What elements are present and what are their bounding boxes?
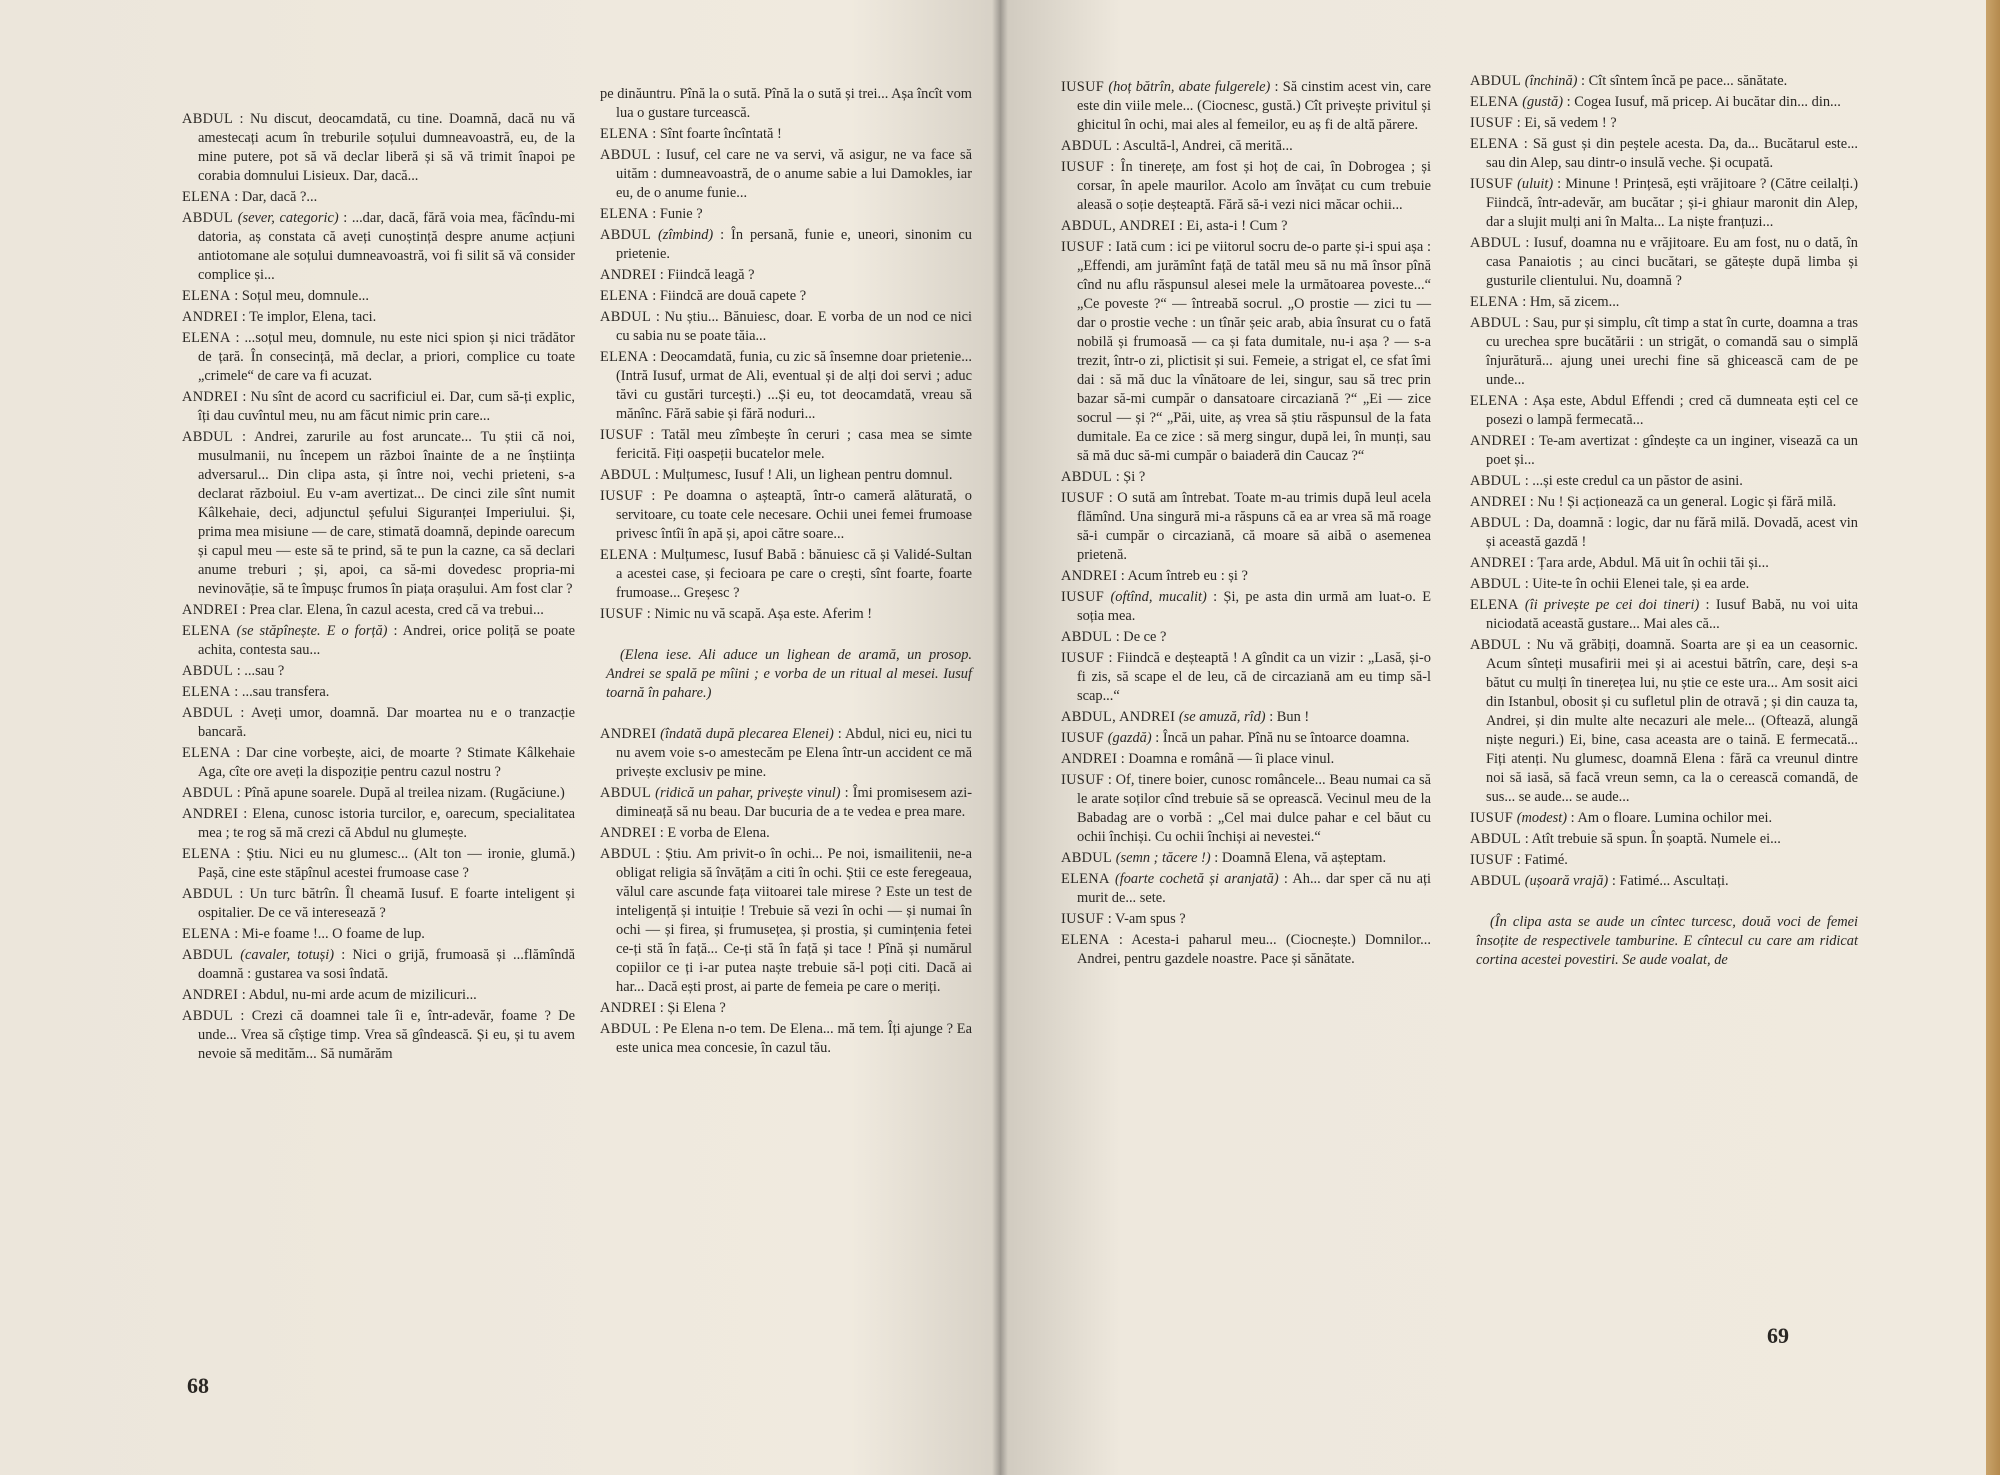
dialogue-line: ELENA : Așa este, Abdul Effendi ; cred că dumneata ești cel ce posezi o lampă fermecată... <box>1470 393 1858 428</box>
speaker-name: ABDUL <box>600 846 652 862</box>
dialogue-line: ABDUL : De ce ? <box>1061 629 1167 645</box>
dialogue-line: ANDREI : E vorba de Elena. <box>600 825 770 841</box>
dialogue-text: Of, tinere boier, cunosc româncele... Beau numai ca să le arate soților cînd trebuie să se oprească. Vecinul meu de la Babadag are o vorbă : „Cel mai dulce pahar e cel băut cu ochii închiși. Cu ochii închiși ai nevestei.“ <box>1077 772 1431 845</box>
dialogue-text: Atît trebuie să spun. În șoaptă. Numele ei... <box>1531 831 1781 847</box>
dialogue-text: Acesta-i paharul meu... (Ciocnește.) Domnilor... Andrei, pentru gazdele noastre. Pace și sănătate. <box>1077 932 1431 967</box>
speaker-name: ABDUL <box>182 785 234 801</box>
speaker-name: IUSUF <box>1470 852 1514 868</box>
dialogue-text: Te implor, Elena, taci. <box>249 309 377 325</box>
dialogue-line: IUSUF : Pe doamna o așteaptă, într-o cameră alăturată, o servitoare, cu toate cele necesare. Ochii unei femei frumoase privesc întîi în apă și, apoi către soare... <box>600 488 972 542</box>
dialogue-text: Și, pe asta din urmă am luat-o. E soția mea. <box>1077 589 1431 624</box>
dialogue-text: Mi-e foame !... O foame de lup. <box>241 926 425 942</box>
speaker-name: ELENA <box>182 684 231 700</box>
speaker-name: ABDUL <box>600 467 652 483</box>
dialogue-text: Doamna e română — îi place vinul. <box>1128 751 1335 767</box>
dialogue-line: IUSUF : Ei, să vedem ! ? <box>1470 115 1617 131</box>
dialogue-line: ANDREI : Nu sînt de acord cu sacrificiul ei. Dar, cum să-ți explic, îți dau cuvîntul meu, nu am făcut nimic prin care... <box>182 389 575 424</box>
stage-note: (foarte cochetă și aranjată) <box>1114 871 1279 887</box>
dialogue-line: ANDREI : Doamna e română — îi place vinul. <box>1061 751 1335 767</box>
dialogue-line: IUSUF : V-am spus ? <box>1061 911 1186 927</box>
speaker-name: IUSUF <box>1470 115 1514 131</box>
dialogue-line: ANDREI : Te implor, Elena, taci. <box>182 309 377 325</box>
dialogue-line: ANDREI : Acum întreb eu : și ? <box>1061 568 1248 584</box>
dialogue-line: ELENA : ...sau transfera. <box>182 684 330 700</box>
dialogue-line: ABDUL : Crezi că doamnei tale îi e, într-adevăr, foame ? De unde... Vrea să cîștige timp. Vrea să gîndească. Și eu, și tu avem nevoie să medităm... Să numărăm <box>182 1008 575 1062</box>
stage-note: (ușoară vrajă) <box>1524 873 1609 889</box>
dialogue-line: ELENA : Să gust și din peștele acesta. Da, da... Bucătarul este... sau din Alep, sau dintr-o insulă veche. Și ocupată. <box>1470 136 1858 171</box>
speaker-name: ABDUL <box>182 111 234 127</box>
dialogue-line: ABDUL : Uite-te în ochii Elenei tale, și ea arde. <box>1470 576 1750 592</box>
speaker-name: ANDREI <box>600 267 657 283</box>
speaker-name: ELENA <box>1470 393 1519 409</box>
dialogue-text: Funie ? <box>659 206 703 222</box>
dialogue-line: IUSUF (hoț bătrîn, abate fulgerele) : Să cinstim acest vin, care este din viile mele... (Ciocnesc, gustă.) Cît privește privitul și ghicitul în ochi, mai ales al femeilor, eu aș fi de altă părere. <box>1061 79 1431 133</box>
speaker-name: ABDUL <box>600 1021 652 1037</box>
dialogue-line: ANDREI : Prea clar. Elena, în cazul acesta, cred că va trebui... <box>182 602 544 618</box>
dialogue-line: ABDUL (zîmbind) : În persană, funie e, uneori, sinonim cu prietenie. <box>600 227 972 262</box>
dialogue-line: ELENA : Deocamdată, funia, cu zic să însemne doar prietenie... (Intră Iusuf, urmat de Ali, eventual și de alți doi servi ; aduc tăvi cu gustări turcești.) ...Și eu, tot deocamdată, vreau să mănînc. Fără sabie și fără noduri... <box>600 349 972 422</box>
speaker-name: ELENA <box>1061 932 1110 948</box>
dialogue-text: Andrei, orice poliță se poate achita, contesta sau... <box>198 623 575 658</box>
dialogue-line: ABDUL : Nu discut, deocamdată, cu tine. Doamnă, dacă nu vă amestecați acum în treburile soțului dumneavoastră, eu, de la mine putere, pot să vă declar liberă și să vă trimit înapoi pe corabia domnului Lisieux. Dar, dacă... <box>182 111 575 184</box>
dialogue-text: Ascultă-l, Andrei, că merită... <box>1122 138 1293 154</box>
dialogue-line: ABDUL : ...și este credul ca un păstor de asini. <box>1470 473 1743 489</box>
speaker-name: ELENA <box>1470 94 1519 110</box>
dialogue-text: Pe doamna o așteaptă, într-o cameră alăturată, o servitoare, cu toate cele necesare. Ochii unei femei frumoase privesc întîi în apă și, apoi către soare... <box>616 488 972 542</box>
speaker-name: ABDUL <box>600 785 652 801</box>
speaker-name: ELENA <box>182 846 231 862</box>
speaker-name: ABDUL <box>1061 138 1113 154</box>
dialogue-line: ELENA (se stăpînește. E o forță) : Andrei, orice poliță se poate achita, contesta sau... <box>182 623 575 658</box>
speaker-name: ABDUL <box>1470 831 1522 847</box>
dialogue-text: Fiindcă are două capete ? <box>659 288 807 304</box>
dialogue-line: ELENA : Dar, dacă ?... <box>182 189 318 205</box>
dialogue-line: ABDUL (ușoară vrajă) : Fatimé... Ascultați. <box>1470 873 1729 889</box>
speaker-name: IUSUF <box>1061 911 1105 927</box>
dialogue-line: ABDUL : Iusuf, cel care ne va servi, vă asigur, ne va face să uităm : dumneavoastră, de o anume sabie a lui Damokles, iar eu, de o anume funie... <box>600 147 972 201</box>
dialogue-line: IUSUF : Fatimé. <box>1470 852 1568 868</box>
dialogue-text: Țara arde, Abdul. Mă uit în ochii tăi și... <box>1537 555 1769 571</box>
dialogue-text: Știu. Am privit-o în ochi... Pe noi, ismailitenii, ne-a obligat religia să învățăm a citi în ochi. Știi ce este feregeaua, vălul care ascunde fața viitoarei tale mirese ? Este un test de inteligență și intuiție ! Trebuie să vezi în ochi — și numai în ochi — și firea, și frumusețea, și prostia, și cumințenia fetei ce-ți stă în față... Ce-ți stă în față și tace ! Pînă și numărul copiilor ce ți i-ar putea naște trebuie să-l poți citi. Dacă ai har... Dacă ești prost, ai parte de femeia pe care o meriți. <box>616 846 972 995</box>
dialogue-text: Aveți umor, doamnă. Dar moartea nu e o tranzacție bancară. <box>198 705 575 740</box>
dialogue-line: ABDUL : Nu vă grăbiți, doamnă. Soarta are și ea un ceasornic. Acum sînteți musafirii mei și ai acestui bătrîn, care, deși s-a bătut cu mulți în tinerețea lui, nu știe ce este ura... Am sosit aici din Istanbul, obosit și cu sufletul plin de otravă ; și din cauza ta, Andrei, și din multe alte necazuri ale mele... (Oftează, alungă niște neguri.) Ei, bine, casa aceasta are o taină. E fermecată... Fiți atenți. Nu glumesc, doamnă Elena : fără ca vreunul dintre noi să iasă, să facă vreun semn, ca la o cerească comandă, de sus... se aude... se aude... <box>1470 637 1858 805</box>
dialogue-text: Încă un pahar. Pînă nu se întoarce doamna. <box>1162 730 1410 746</box>
speaker-name: ABDUL <box>1470 873 1522 889</box>
dialogue-text: Deocamdată, funia, cu zic să însemne doar prietenie... (Intră Iusuf, urmat de Ali, eventual și de alți doi servi ; aduc tăvi cu gustări turcești.) ...Și eu, tot deocamdată, vreau să mănînc. Fără sabie și fără noduri... <box>616 349 972 422</box>
speaker-name: IUSUF <box>1061 159 1105 175</box>
dialogue-line: ELENA : Fiindcă are două capete ? <box>600 288 807 304</box>
dialogue-text: Iusuf Babă, nu voi uita niciodată această gustare... Mai ales că... <box>1486 597 1858 632</box>
dialogue-line: ABDUL (închină) : Cît sîntem încă pe pace... sănătate. <box>1470 73 1788 89</box>
dialogue-text: Nu vă grăbiți, doamnă. Soarta are și ea un ceasornic. Acum sînteți musafirii mei și ai acestui bătrîn, care, deși s-a bătut cu mulți în tinerețea lui, nu știe ce este ura... Am sosit aici din Istanbul, obosit și cu sufletul plin de otravă ; și din cauza ta, Andrei, și din multe alte necazuri ale mele... (Oftează, alungă niște neguri.) Ei, bine, casa aceasta are o taină. E fermecată... Fiți atenți. Nu glumesc, doamnă Elena : fără ca vreunul dintre noi să iasă, să facă vreun semn, ca la o cerească comandă, de sus... se aude... se aude... <box>1486 637 1858 805</box>
right-page-column-1 <box>1061 78 1431 971</box>
speaker-name: ELENA <box>600 288 649 304</box>
dialogue-text: Fiindcă e deșteaptă ! A gîndit ca un vizir : „Lasă, și-o fi zis, să scape el de leu, că de circaziană am eu timp să-l scap...“ <box>1077 650 1431 704</box>
dialogue-text: Nu ! Și acționează ca un general. Logic și fără milă. <box>1537 494 1837 510</box>
stage-note: (gustă) <box>1522 94 1564 110</box>
speaker-name: ABDUL <box>182 705 234 721</box>
speaker-name: IUSUF <box>1061 79 1105 95</box>
dialogue-text: Da, doamnă : logic, dar nu fără milă. Dovadă, acest vin și această gazdă ! <box>1486 515 1858 550</box>
speaker-name: ABDUL <box>182 947 234 963</box>
speaker-name: ELENA <box>182 288 231 304</box>
stage-note: (hoț bătrîn, abate fulgerele) <box>1108 79 1271 95</box>
dialogue-text: Să cinstim acest vin, care este din viile mele... (Ciocnesc, gustă.) Cît privește privitul și ghicitul în ochi, mai ales al femeilor, eu aș fi de altă părere. <box>1077 79 1431 133</box>
speaker-name: ABDUL <box>1470 637 1522 653</box>
stage-note: (modest) <box>1516 810 1568 826</box>
dialogue-line: ABDUL (semn ; tăcere !) : Doamnă Elena, vă așteptam. <box>1061 850 1387 866</box>
speaker-name: ABDUL <box>182 210 234 226</box>
dialogue-text: Acum întreb eu : și ? <box>1127 568 1248 584</box>
speaker-name: ANDREI <box>600 1000 657 1016</box>
dialogue-text: Tatăl meu zîmbește în ceruri ; casa mea se simte fericită. Fiți oaspeții bucatelor mele. <box>616 427 972 462</box>
stage-note: (zîmbind) <box>658 227 714 243</box>
dialogue-line: IUSUF (oftînd, mucalit) : Și, pe asta din urmă am luat-o. E soția mea. <box>1061 589 1431 624</box>
dialogue-text: Și Elena ? <box>667 1000 726 1016</box>
speaker-name: IUSUF <box>1061 772 1105 788</box>
speaker-name: ABDUL <box>1470 576 1522 592</box>
speaker-name: IUSUF <box>1061 239 1105 255</box>
dialogue-line: IUSUF (uluit) : Minune ! Prințesă, ești vrăjitoare ? (Către ceilalți.) Fiindcă, într-adevăr, am bucătar ; și-i ghiaur maronit din Alep, dar a slujit mulți ani în Malta... La niște franțuzi... <box>1470 176 1858 230</box>
dialogue-line: ELENA : Mi-e foame !... O foame de lup. <box>182 926 425 942</box>
stage-note: (cavaler, totuși) <box>240 947 335 963</box>
dialogue-text: ...sau transfera. <box>241 684 330 700</box>
dialogue-line: ABDUL (ridică un pahar, privește vinul) : Îmi promisesem azi-dimineață să nu beau. Dar bucuria de a te vedea e prea mare. <box>600 785 972 820</box>
page-edge <box>1986 0 2000 1475</box>
dialogue-text: Elena, cunosc istoria turcilor, e, oarecum, specialitatea mea ; te rog să mă crezi că Abdul nu glumește. <box>198 806 575 841</box>
dialogue-text: Dar, dacă ?... <box>241 189 318 205</box>
dialogue-line: ABDUL : Un turc bătrîn. Îl cheamă Iusuf. E foarte inteligent și ospitalier. De ce vă interesează ? <box>182 886 575 921</box>
dialogue-line: ABDUL : Știu. Am privit-o în ochi... Pe noi, ismailitenii, ne-a obligat religia să învățăm a citi în ochi. Știi ce este feregeaua, vălul care ascunde fața viitoarei tale mirese ? Este un test de inteligență și intuiție ! Trebuie să vezi în ochi — și numai în ochi — și firea, și frumusețea, și prostia, și cumințenia fetei ce-ți stă în față... Ce-ți stă în față și tace ! Pînă și numărul copiilor ce ți i-ar putea naște trebuie să-l poți citi. Dacă ai har... Dacă ești prost, ai parte de femeia pe care o meriți. <box>600 846 972 995</box>
stage-note: (uluit) <box>1517 176 1554 192</box>
speaker-name: IUSUF <box>600 488 644 504</box>
dialogue-text: Iată cum : ici pe viitorul socru de-o parte și-i spui așa : „Effendi, am jurămînt față de tatăl meu să nu mă însor pînă cînd nu aflu răspunsul alesei mele la următoarea poveste...“ „Ce poveste ?“ — întreabă socrul. „O prostie — zici tu — dar o prostie veche : un tînăr șeic arab, abia însurat cu o fată nobilă și frumoasă — ca și fata dumitale, nu-i așa ? — s-a trezit, într-o zi, plictisit și sui. Femeie, a strigat el, ce sfat îmi dai : să mă duc la vînătoare de lei, singur, sau să trec prin bazar să-mi cumpăr o dansatoare circaziană ?“ „Ei — zice socrul — și ?“ „Păi, uite, aș vrea să știu răspunsul de la fata dumitale. Ea ce zice : să merg singur, după lei, în munți, sau să mă duc să-mi cumpăr o baiaderă din Caucaz ?“ <box>1077 239 1431 464</box>
speaker-name: ANDREI <box>1470 494 1527 510</box>
right-page <box>1000 0 2000 1475</box>
speaker-name: ANDREI <box>1061 751 1118 767</box>
dialogue-line: ELENA : Dar cine vorbește, aici, de moarte ? Stimate Kâlkehaie Aga, cîte ore aveți la dispoziție pentru cazul nostru ? <box>182 745 575 780</box>
stage-note: (închină) <box>1524 73 1578 89</box>
stage-note: (oftînd, mucalit) <box>1110 589 1207 605</box>
dialogue-text: Ah... dar sper că nu ați murit de... sete. <box>1077 871 1431 906</box>
dialogue-text: Crezi că doamnei tale îi e, într-adevăr, foame ? De unde... Vrea să cîștige timp. Vrea să gîndească. Și eu, și tu avem nevoie să medităm... Să numărăm <box>198 1008 575 1062</box>
dialogue-line: ANDREI : Nu ! Și acționează ca un general. Logic și fără milă. <box>1470 494 1837 510</box>
dialogue-text: Așa este, Abdul Effendi ; cred că dumneata ești cel ce posezi o lampă fermecată... <box>1486 393 1858 428</box>
dialogue-line: ELENA (gustă) : Cogea Iusuf, mă pricep. Ai bucătar din... din... <box>1470 94 1841 110</box>
dialogue-line: ABDUL : Aveți umor, doamnă. Dar moartea nu e o tranzacție bancară. <box>182 705 575 740</box>
dialogue-line: ELENA (foarte cochetă și aranjată) : Ah... dar sper că nu ați murit de... sete. <box>1061 871 1431 906</box>
dialogue-text: ...sau ? <box>244 663 285 679</box>
dialogue-text: O sută am întrebat. Toate m-au trimis după leul acela flămînd. Una singură mi-a răspuns că ea ar vrea să mă roage să-i cumpăr o circaziană, că moare să aibă o asemenea prietenă. <box>1077 490 1431 563</box>
stage-direction: (În clipa asta se aude un cîntec turcesc, două voci de femei însoțite de respectivele tamburine. E cîntecul cu care am ridicat cortina acestei povestiri. Se aude voalat, de <box>1476 914 1858 968</box>
speaker-name: ABDUL, ANDREI <box>1061 709 1176 725</box>
speaker-name: IUSUF <box>1470 176 1514 192</box>
dialogue-text: ...soțul meu, domnule, nu este nici spion și nici trădător de țară. În consecință, mă declar, a priori, complice cu toate „crimele“ de care va fi acuzat. <box>198 330 575 384</box>
dialogue-line: ANDREI : Și Elena ? <box>600 1000 726 1016</box>
speaker-name: ANDREI <box>1061 568 1118 584</box>
dialogue-line: ELENA : Hm, să zicem... <box>1470 294 1620 310</box>
page-number-left: 68 <box>187 1373 209 1398</box>
stage-note: (se stăpînește. E o forță) <box>236 623 388 639</box>
dialogue-line: ABDUL (sever, categoric) : ...dar, dacă, fără voia mea, făcîndu-mi datoria, aș constata că aveți cunoștință despre anume acțiuni antiotomane ale soțului dumneavoastră, voi fi silit să vă consider complice și... <box>182 210 575 283</box>
dialogue-text: Fiindcă leagă ? <box>667 267 755 283</box>
dialogue-line: ANDREI : Țara arde, Abdul. Mă uit în ochii tăi și... <box>1470 555 1769 571</box>
speaker-name: ABDUL <box>600 227 652 243</box>
stage-note: (gazdă) <box>1107 730 1152 746</box>
dialogue-text: Am o floare. Lumina ochilor mei. <box>1577 810 1773 826</box>
dialogue-text: V-am spus ? <box>1115 911 1186 927</box>
dialogue-text: Uite-te în ochii Elenei tale, și ea arde. <box>1532 576 1750 592</box>
dialogue-line: ANDREI (îndată după plecarea Elenei) : Abdul, nici eu, nici tu nu avem voie s-o amestecăm pe Elena într-un accident ce mă privește exclusiv pe mine. <box>600 726 972 780</box>
dialogue-line: ABDUL : Andrei, zarurile au fost aruncate... Tu știi că noi, musulmanii, nu începem un război înainte de a ne înștiința adversarul... Din clipa asta, și între noi, vechi prieteni, s-a declarat războiul. Eu v-am avertizat... De cinci zile sînt numit Kâlkehaie, deci, adjunctul șefului Siguranței Imperiului. Și, prima mea misiune — de care, stimată doamnă, depinde oarecum și capul meu — este să te prind, să te pun la cazne, ca să declari anume treburi ; și, apoi, ca să-mi dovedesc propria-mi nevinovăție, să te împușc frumos în piața orașului. Am fost clar ? <box>182 429 576 597</box>
speaker-name: IUSUF <box>600 606 644 622</box>
dialogue-line: ANDREI : Abdul, nu-mi arde acum de mizilicuri... <box>182 987 477 1003</box>
speaker-name: ELENA <box>1470 136 1519 152</box>
speaker-name: ABDUL <box>1470 315 1522 331</box>
dialogue-line <box>600 85 972 123</box>
dialogue-line: ELENA : Mulțumesc, Iusuf Babă : bănuiesc că și Validé-Sultan a acestei case, și fecioara pe care o crești, sînt foarte, foarte frumoase... Greșesc ? <box>600 547 972 601</box>
dialogue-text: Mulțumesc, Iusuf ! Ali, un lighean pentru domnul. <box>662 467 953 483</box>
speaker-name: ABDUL <box>1061 469 1113 485</box>
speaker-name: ANDREI <box>182 309 239 325</box>
dialogue-text: Cogea Iusuf, mă pricep. Ai bucătar din... din... <box>1574 94 1841 110</box>
dialogue-line: ELENA : Sînt foarte încîntată ! <box>600 126 782 142</box>
speaker-name: ELENA <box>182 623 231 639</box>
dialogue-line: ABDUL : Mulțumesc, Iusuf ! Ali, un lighean pentru domnul. <box>600 467 953 483</box>
stage-note: (semn ; tăcere !) <box>1115 850 1211 866</box>
dialogue-line: ABDUL : Nu știu... Bănuiesc, doar. E vorba de un nod ce nici cu sabia nu se poate tăia... <box>600 309 972 344</box>
speaker-name: ABDUL <box>1470 515 1522 531</box>
dialogue-text: Nici o grijă, frumoasă și ...flămîndă doamnă : gustarea va sosi îndată. <box>198 947 576 982</box>
dialogue-text: Iusuf, doamna nu e vrăjitoare. Eu am fost, nu o dată, în casa Panaiotis ; au cinci bucătari, se gătește după limba și gusturile clientului. Nu, doamnă ? <box>1486 235 1858 289</box>
dialogue-text: Hm, să zicem... <box>1529 294 1620 310</box>
stage-note: (ridică un pahar, privește vinul) <box>655 785 841 801</box>
dialogue-line: ABDUL : Pînă apune soarele. După al treilea nizam. (Rugăciune.) <box>182 785 565 801</box>
stage-note: (îi privește pe cei doi tineri) <box>1524 597 1700 613</box>
dialogue-text: Un turc bătrîn. Îl cheamă Iusuf. E foarte inteligent și ospitalier. De ce vă interesează ? <box>198 886 575 921</box>
dialogue-line: IUSUF : O sută am întrebat. Toate m-au trimis după leul acela flămînd. Una singură mi-a răspuns că ea ar vrea să mă roage să-i cumpăr o circaziană, că moare să aibă o asemenea prietenă. <box>1061 490 1431 563</box>
dialogue-text: Ei, să vedem ! ? <box>1524 115 1617 131</box>
speaker-name: ABDUL <box>1470 235 1522 251</box>
speaker-name: ELENA <box>600 349 649 365</box>
speaker-name: ELENA <box>182 926 231 942</box>
dialogue-text: Ei, asta-i ! Cum ? <box>1186 218 1288 234</box>
dialogue-line: ABDUL : Iusuf, doamna nu e vrăjitoare. Eu am fost, nu o dată, în casa Panaiotis ; au cinci bucătari, se gătește după limba și gusturile clientului. Nu, doamnă ? <box>1470 235 1858 289</box>
dialogue-line: ELENA : ...soțul meu, domnule, nu este nici spion și nici trădător de țară. În consecință, mă declar, a priori, complice cu toate „crimele“ de care va fi acuzat. <box>182 330 575 384</box>
dialogue-line: IUSUF : Iată cum : ici pe viitorul socru de-o parte și-i spui așa : „Effendi, am jurămînt față de tatăl meu să nu mă însor pînă cînd nu aflu răspunsul alesei mele la următoarea poveste...“ „Ce poveste ?“ — întreabă socrul. „O prostie — zici tu — dar o prostie veche : un tînăr șeic arab, abia însurat cu o fată nobilă și frumoasă — ca și fata dumitale, nu-i așa ? — s-a trezit, într-o zi, plictisit și sui. Femeie, a strigat el, ce sfat îmi dai : să mă duc la vînătoare de lei, singur, sau să trec prin bazar să-mi cumpăr o dansatoare circaziană ?“ „Ei — zice socrul — și ?“ „Păi, uite, aș vrea să știu răspunsul de la fata dumitale. Ea ce zice : să merg singur, după lei, în munți, sau să mă duc să-mi cumpăr o baiaderă din Caucaz ?“ <box>1061 239 1431 464</box>
left-page-column-2 <box>600 85 972 1060</box>
dialogue-line: ANDREI : Te-am avertizat : gîndește ca un inginer, visează ca un poet și... <box>1470 433 1858 468</box>
dialogue-text: În persană, funie e, uneori, sinonim cu prietenie. <box>616 227 972 262</box>
dialogue-text: Doamnă Elena, vă așteptam. <box>1221 850 1387 866</box>
speaker-name: ELENA <box>600 206 649 222</box>
dialogue-text: Abdul, nici eu, nici tu nu avem voie s-o amestecăm pe Elena într-un accident ce mă privește exclusiv pe mine. <box>616 726 972 780</box>
book-gutter <box>992 0 1008 1475</box>
speaker-name: IUSUF <box>1470 810 1514 826</box>
dialogue-text: Știu. Nici eu nu glumesc... (Alt ton — ironie, glumă.) Pașă, cine este stăpînul acestei frumoase case ? <box>198 846 575 881</box>
stage-note: (se amuză, rîd) <box>1178 709 1266 725</box>
dialogue-line: ANDREI : Fiindcă leagă ? <box>600 267 755 283</box>
dialogue-line: ELENA : Funie ? <box>600 206 703 222</box>
dialogue-line: ELENA : Știu. Nici eu nu glumesc... (Alt ton — ironie, glumă.) Pașă, cine este stăpînul acestei frumoase case ? <box>182 846 575 881</box>
speaker-name: IUSUF <box>1061 730 1105 746</box>
speaker-name: ABDUL <box>1470 73 1522 89</box>
left-page-column-1 <box>182 110 575 1066</box>
dialogue-text: De ce ? <box>1123 629 1167 645</box>
speaker-name: ELENA <box>600 126 649 142</box>
dialogue-text: Nu sînt de acord cu sacrificiul ei. Dar, cum să-ți explic, îți dau cuvîntul meu, nu am făcut nimic prin care... <box>198 389 575 424</box>
speaker-name: ANDREI <box>600 825 657 841</box>
speaker-name: ABDUL <box>182 429 234 445</box>
speaker-name: ELENA <box>1470 294 1519 310</box>
dialogue-line: ANDREI : Elena, cunosc istoria turcilor, e, oarecum, specialitatea mea ; te rog să mă crezi că Abdul nu glumește. <box>182 806 575 841</box>
dialogue-line: ABDUL, ANDREI (se amuză, rîd) : Bun ! <box>1061 709 1310 725</box>
speaker-name: IUSUF <box>1061 589 1105 605</box>
dialogue-text: E vorba de Elena. <box>667 825 770 841</box>
speaker-name: ELENA <box>182 745 231 761</box>
dialogue-text: Cît sîntem încă pe pace... sănătate. <box>1588 73 1788 89</box>
speaker-name: ANDREI <box>1470 433 1527 449</box>
dialogue-text: Dar cine vorbește, aici, de moarte ? Stimate Kâlkehaie Aga, cîte ore aveți la dispoziție pentru cazul nostru ? <box>198 745 575 780</box>
dialogue-line: ABDUL : Ascultă-l, Andrei, că merită... <box>1061 138 1293 154</box>
dialogue-text: În tinerețe, am fost și hoț de cai, în Dobrogea ; și corsar, în apele maurilor. Acolo am învățat cu cum trebuie aleasă o soție deșteaptă. Fără să-i vezi nici măcar ochii... <box>1077 159 1431 213</box>
dialogue-text: Și ? <box>1123 469 1146 485</box>
dialogue-text: ...și este credul ca un păstor de asini. <box>1532 473 1743 489</box>
dialogue-text: Fatimé... Ascultați. <box>1619 873 1729 889</box>
dialogue-line: ELENA : Soțul meu, domnule... <box>182 288 369 304</box>
dialogue-text: Prea clar. Elena, în cazul acesta, cred că va trebui... <box>249 602 544 618</box>
speaker-name: ELENA <box>182 189 231 205</box>
dialogue-line: ABDUL : Pe Elena n-o tem. De Elena... mă tem. Îți ajunge ? Ea este unica mea concesie, în cazul tău. <box>600 1021 972 1056</box>
dialogue-line: ABDUL (cavaler, totuși) : Nici o grijă, frumoasă și ...flămîndă doamnă : gustarea va sosi îndată. <box>182 947 576 982</box>
speaker-name: ABDUL <box>1061 629 1113 645</box>
dialogue-text: pe dinăuntru. Pînă la o sută. Pînă la o sută și trei... Așa încît vom lua o gustare turcească. <box>600 86 972 121</box>
speaker-name: ANDREI <box>182 987 239 1003</box>
speaker-name: ABDUL <box>600 309 652 325</box>
dialogue-text: Pe Elena n-o tem. De Elena... mă tem. Îți ajunge ? Ea este unica mea concesie, în cazul tău. <box>616 1021 972 1056</box>
speaker-name: ABDUL <box>182 1008 234 1024</box>
dialogue-line: ABDUL : Da, doamnă : logic, dar nu fără milă. Dovadă, acest vin și această gazdă ! <box>1470 515 1858 550</box>
dialogue-line: ABDUL : Și ? <box>1061 469 1146 485</box>
dialogue-line: IUSUF : Fiindcă e deșteaptă ! A gîndit ca un vizir : „Lasă, și-o fi zis, să scape el de leu, că de circaziană am eu timp să-l scap...“ <box>1061 650 1431 704</box>
dialogue-text: Andrei, zarurile au fost aruncate... Tu știi că noi, musulmanii, nu începem un război înainte de a ne înștiința adversarul... Din clipa asta, și între noi, vechi prieteni, s-a declarat războiul. Eu v-am avertizat... De cinci zile sînt numit Kâlkehaie, deci, adjunctul șefului Siguranței Imperiului. Și, prima mea misiune — de care, stimată doamnă, depinde oarecum și capul meu — este să te prind, să te pun la cazne, ca să declari anume treburi ; și, apoi, ca să-mi dovedesc propria-mi nevinovăție, să te împușc frumos în piața orașului. Am fost clar ? <box>198 429 576 597</box>
dialogue-text: Iusuf, cel care ne va servi, vă asigur, ne va face să uităm : dumneavoastră, de o anume sabie a lui Damokles, iar eu, de o anume funie... <box>616 147 972 201</box>
speaker-name: ANDREI <box>182 806 239 822</box>
dialogue-text: Nu discut, deocamdată, cu tine. Doamnă, dacă nu vă amestecați acum în treburile soțului dumneavoastră, eu, de la mine putere, pot să vă declar liberă și să vă trimit înapoi pe corabia domnului Lisieux. Dar, dacă... <box>198 111 575 184</box>
speaker-name: ANDREI <box>600 726 657 742</box>
speaker-name: ELENA <box>600 547 649 563</box>
dialogue-text: Te-am avertizat : gîndește ca un inginer, visează ca un poet și... <box>1486 433 1858 468</box>
dialogue-text: Nu știu... Bănuiesc, doar. E vorba de un nod ce nici cu sabia nu se poate tăia... <box>616 309 972 344</box>
dialogue-line: IUSUF : Tatăl meu zîmbește în ceruri ; casa mea se simte fericită. Fiți oaspeții bucatelor mele. <box>600 427 972 462</box>
dialogue-text: Fatimé. <box>1524 852 1568 868</box>
dialogue-line: IUSUF : Nimic nu vă scapă. Așa este. Aferim ! <box>600 606 873 622</box>
speaker-name: ELENA <box>182 330 231 346</box>
speaker-name: ABDUL <box>600 147 652 163</box>
dialogue-line: IUSUF (gazdă) : Încă un pahar. Pînă nu se întoarce doamna. <box>1061 730 1410 746</box>
dialogue-line: IUSUF (modest) : Am o floare. Lumina ochilor mei. <box>1470 810 1773 826</box>
dialogue-text: Pînă apune soarele. După al treilea nizam. (Rugăciune.) <box>244 785 565 801</box>
stage-note: (îndată după plecarea Elenei) <box>660 726 834 742</box>
stage-direction: (Elena iese. Ali aduce un lighean de aramă, un prosop. Andrei se spală pe mîini ; e vorba de un ritual al mesei. Iusuf toarnă în pahare.) <box>606 647 972 701</box>
page-number-right: 69 <box>1767 1323 1789 1348</box>
speaker-name: ABDUL <box>1470 473 1522 489</box>
dialogue-line: ABDUL : Sau, pur și simplu, cît timp a stat în curte, doamna a tras cu urechea spre bucătării : un strigăt, o comandă sau o simplă înjurătură... ajung unei urechi fine să ghicească cam de pe unde... <box>1470 315 1858 388</box>
dialogue-text: Minune ! Prințesă, ești vrăjitoare ? (Către ceilalți.) Fiindcă, într-adevăr, am bucătar ; și-i ghiaur maronit din Alep, dar a slujit mulți ani în Malta... La niște franțuzi... <box>1486 176 1858 230</box>
speaker-name: ABDUL, ANDREI <box>1061 218 1176 234</box>
speaker-name: ABDUL <box>182 663 234 679</box>
right-page-column-2 <box>1470 72 1858 992</box>
dialogue-text: ...dar, dacă, fără voia mea, făcîndu-mi datoria, aș constata că aveți cunoștință despre anume acțiuni antiotomane ale soțului dumneavoastră, voi fi silit să vă consider complice și... <box>198 210 575 283</box>
dialogue-text: Sau, pur și simplu, cît timp a stat în curte, doamna a tras cu urechea spre bucătării : un strigăt, o comandă sau o simplă înjurătură... ajung unei urechi fine să ghicească cam de pe unde... <box>1486 315 1858 388</box>
dialogue-line: ELENA (îi privește pe cei doi tineri) : Iusuf Babă, nu voi uita niciodată această gustare... Mai ales că... <box>1470 597 1858 632</box>
stage-note: (sever, categoric) <box>237 210 339 226</box>
dialogue-line: ABDUL, ANDREI : Ei, asta-i ! Cum ? <box>1061 218 1288 234</box>
dialogue-text: Să gust și din peștele acesta. Da, da... Bucătarul este... sau din Alep, sau dintr-o insulă veche. Și ocupată. <box>1486 136 1858 171</box>
dialogue-line: ELENA : Acesta-i paharul meu... (Ciocnește.) Domnilor... Andrei, pentru gazdele noastre. Pace și sănătate. <box>1061 932 1431 967</box>
dialogue-text: Sînt foarte încîntată ! <box>659 126 782 142</box>
speaker-name: ELENA <box>1470 597 1519 613</box>
speaker-name: ANDREI <box>1470 555 1527 571</box>
speaker-name: ELENA <box>1061 871 1110 887</box>
dialogue-text: Soțul meu, domnule... <box>241 288 369 304</box>
dialogue-line: IUSUF : În tinerețe, am fost și hoț de cai, în Dobrogea ; și corsar, în apele maurilor. Acolo am învățat cu cum trebuie aleasă o soție deșteaptă. Fără să-i vezi nici măcar ochii... <box>1061 159 1431 213</box>
dialogue-line: ABDUL : Atît trebuie să spun. În șoaptă. Numele ei... <box>1470 831 1781 847</box>
speaker-name: ABDUL <box>1061 850 1113 866</box>
speaker-name: IUSUF <box>1061 650 1105 666</box>
speaker-name: ANDREI <box>182 389 239 405</box>
dialogue-text: Bun ! <box>1276 709 1310 725</box>
dialogue-line: IUSUF : Of, tinere boier, cunosc româncele... Beau numai ca să le arate soților cînd trebuie să se oprească. Vecinul meu de la Babadag are o vorbă : „Cel mai dulce pahar e cel băut cu ochii închiși. Cu ochii închiși ai nevestei.“ <box>1061 772 1431 845</box>
dialogue-text: Nimic nu vă scapă. Așa este. Aferim ! <box>654 606 873 622</box>
speaker-name: ABDUL <box>182 886 234 902</box>
dialogue-text: Abdul, nu-mi arde acum de mizilicuri... <box>248 987 477 1003</box>
dialogue-line: ABDUL : ...sau ? <box>182 663 285 679</box>
speaker-name: IUSUF <box>600 427 644 443</box>
speaker-name: ANDREI <box>182 602 239 618</box>
dialogue-text: Îmi promisesem azi-dimineață să nu beau. Dar bucuria de a te vedea e prea mare. <box>616 785 972 820</box>
dialogue-text: Mulțumesc, Iusuf Babă : bănuiesc că și Validé-Sultan a acestei case, și fecioara pe care o crești, sînt foarte, foarte frumoase... Greșesc ? <box>616 547 972 601</box>
speaker-name: IUSUF <box>1061 490 1105 506</box>
